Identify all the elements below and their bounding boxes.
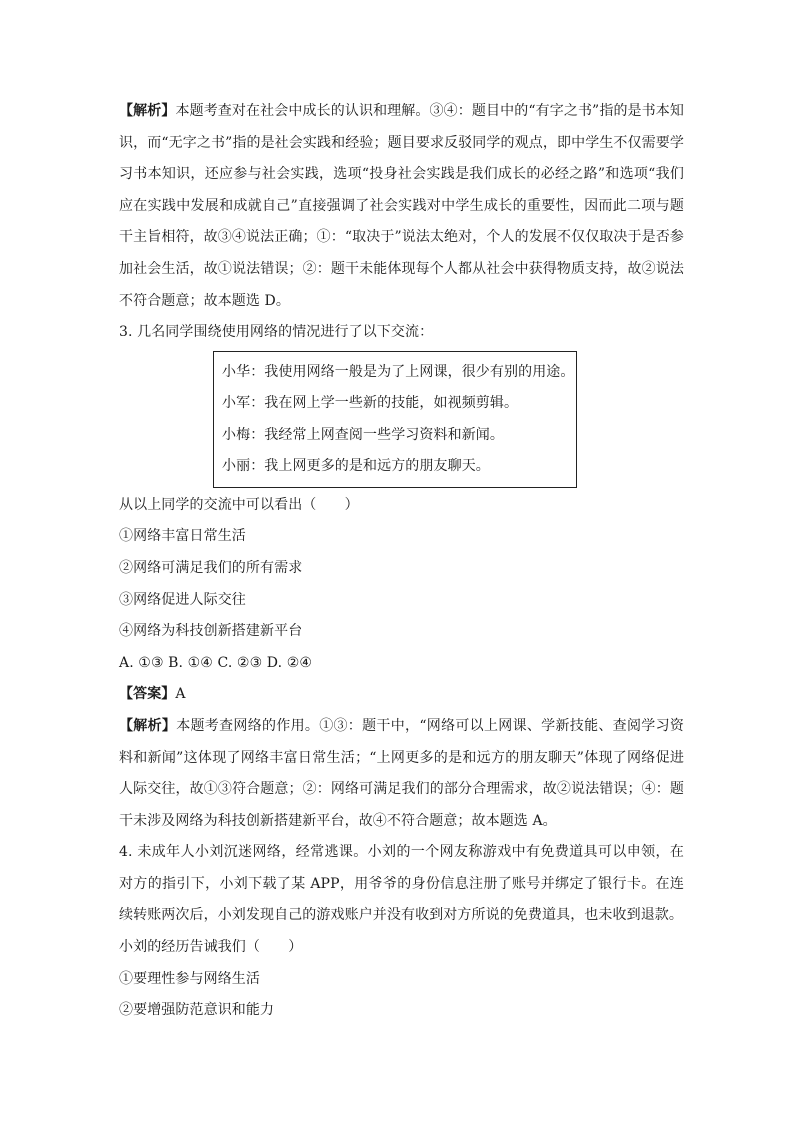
q3-statement: ③网络促进人际交往 xyxy=(119,591,246,608)
answer-tag: 【答案】 xyxy=(119,686,176,703)
q3-question: 从以上同学的交流中可以看出（ ） xyxy=(119,496,359,513)
q4-statement: ②要增强防范意识和能力 xyxy=(119,1002,275,1019)
analysis-text: 本题考查对在社会中成长的认识和理解。③④：题目中的“有字之书”指的是书本知 xyxy=(175,103,684,119)
q4-stem-line-3: 续转账两次后，小刘发现自己的游戏账户并没有收到对方所说的免费道具，也未收到退款。 xyxy=(119,907,683,924)
q4-statement: ①要理性参与网络生活 xyxy=(119,970,260,987)
analysis-tag: 【解析】 xyxy=(119,717,177,734)
q3-statement: ④网络为科技创新搭建新平台 xyxy=(119,623,303,640)
q3-statement: ①网络丰富日常生活 xyxy=(119,528,246,545)
q3-analysis-line-1 xyxy=(119,711,684,743)
q3-statement: ②网络可满足我们的所有需求 xyxy=(119,559,303,576)
q3-choices: A. ①③ B. ①④ C. ②③ D. ②④ xyxy=(119,654,312,671)
q3-stem: 3. 几名同学围绕使用网络的情况进行了以下交流： xyxy=(119,324,434,341)
dialog-line: 小丽：我上网更多的是和远方的朋友聊天。 xyxy=(222,458,490,475)
q2-analysis-line-6: 加社会生活，故①说法错误；②：题干未能体现每个人都从社会中获得物质支持，故②说法 xyxy=(119,260,684,277)
q4-stem-line-1: 4. 未成年人小刘沉迷网络，经常逃课。小刘的一个网友称游戏中有免费道具可以申领，在 xyxy=(119,844,684,861)
dialog-line: 小军：我在网上学一些新的技能，如视频剪辑。 xyxy=(222,395,519,412)
answer-value: A xyxy=(175,686,186,703)
q2-analysis-line-3: 习书本知识，还应参与社会实践，选项“投身社会实践是我们成长的必经之路”和选项“我们 xyxy=(119,166,684,183)
q2-analysis-line-4: 应在实践中发展和成就自己”直接强调了社会实践对中学生成长的重要性，因而此二项与题 xyxy=(119,197,684,214)
dialog-box xyxy=(213,351,577,488)
dialog-line: 小华：我使用网络一般是为了上网课，很少有别的用途。 xyxy=(222,363,575,380)
dialog-line: 小梅：我经常上网查阅一些学习资料和新闻。 xyxy=(222,426,504,443)
q2-analysis-line-5: 干主旨相符，故③④说法正确；①：“取决于”说法太绝对，个人的发展不仅仅取决于是否参 xyxy=(119,229,684,246)
q4-question: 小刘的经历告诫我们（ ） xyxy=(119,939,303,956)
q2-analysis-line-7: 不符合题意；故本题选 D。 xyxy=(119,292,290,309)
question-4 xyxy=(119,837,684,1027)
q3-analysis-line-2: 料和新闻”这体现了网络丰富日常生活；“上网更多的是和远方的朋友聊天”体现了网络促进 xyxy=(119,749,684,766)
question-3 xyxy=(119,317,684,837)
analysis-text: 本题考查网络的作用。①③：题干中，“网络可以上网课、学新技能、查阅学习资 xyxy=(176,717,684,734)
q4-stem-line-2: 对方的指引下，小刘下载了某 APP，用爷爷的身份信息注册了账号并绑定了银行卡。在连 xyxy=(119,875,684,892)
document-page xyxy=(119,96,684,1027)
q2-analysis-line-2: 识，而“无字之书”指的是社会实践和经验；题目要求反驳同学的观点，即中学生不仅需要学 xyxy=(119,134,684,151)
analysis-tag: 【解析】 xyxy=(119,103,176,119)
q3-answer xyxy=(119,679,684,711)
q2-analysis-line-1 xyxy=(119,96,684,128)
q3-analysis-line-3: 人际交往，故①③符合题意；②：网络可满足我们的部分合理需求，故②说法错误；④：题 xyxy=(119,781,684,798)
q2-analysis xyxy=(119,96,684,317)
q3-analysis-line-4: 干未涉及网络为科技创新搭建新平台，故④不符合题意；故本题选 A。 xyxy=(119,812,557,829)
